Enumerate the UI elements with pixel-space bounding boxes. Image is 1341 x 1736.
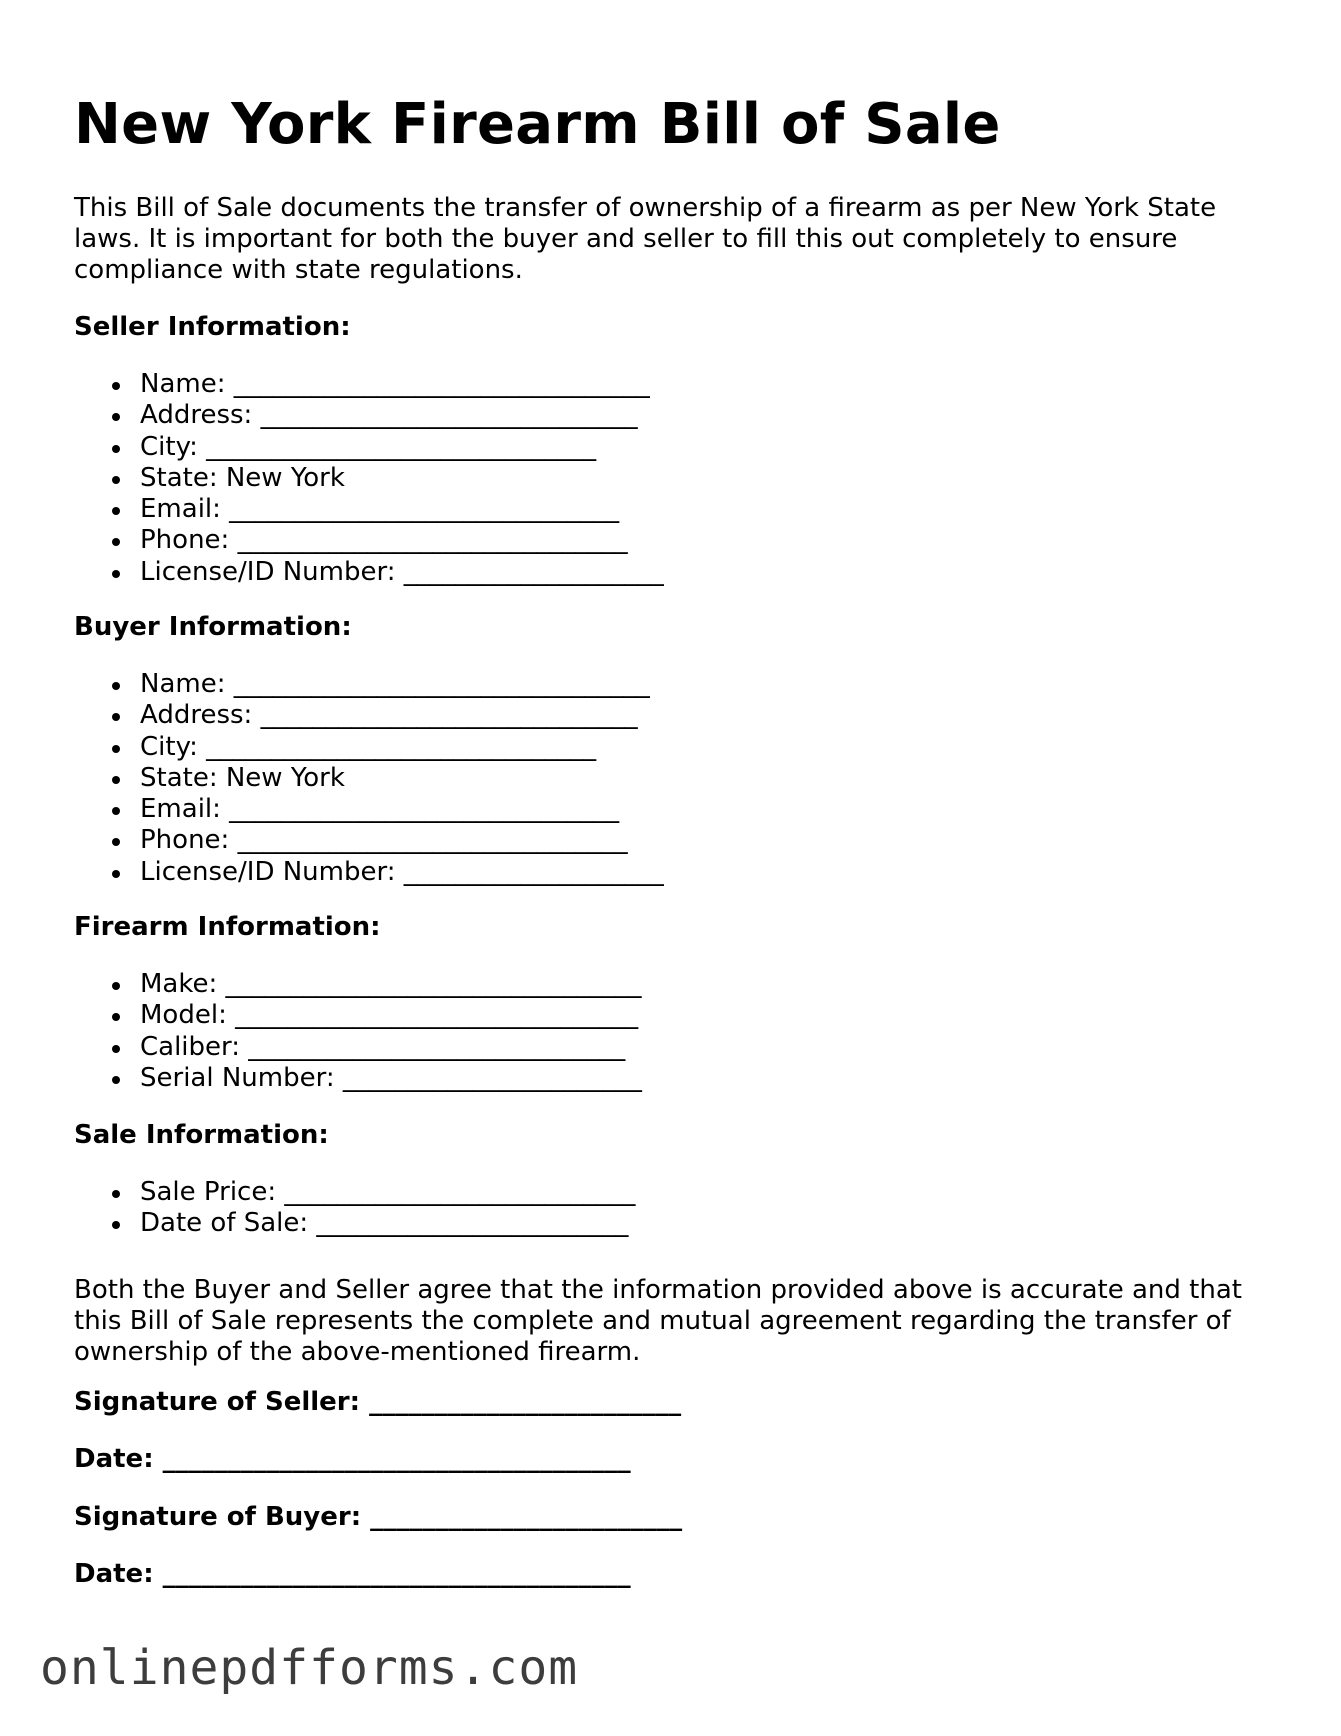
firearm-model-field[interactable]: Model: _______________________________: [74, 1000, 642, 1031]
seller-license-field[interactable]: License/ID Number: ____________________: [74, 557, 664, 588]
firearm-caliber-field[interactable]: Caliber: _____________________________: [74, 1032, 642, 1063]
buyer-heading: Buyer Information:: [74, 612, 352, 642]
buyer-name-field[interactable]: Name: ________________________________: [74, 669, 664, 700]
buyer-license-field[interactable]: License/ID Number: ____________________: [74, 857, 664, 888]
seller-phone-field[interactable]: Phone: ______________________________: [74, 525, 664, 556]
buyer-signature-line[interactable]: Signature of Buyer: ________________________: [74, 1502, 683, 1532]
seller-date-line[interactable]: Date: ____________________________________: [74, 1444, 631, 1474]
sale-price-field[interactable]: Sale Price: ___________________________: [74, 1177, 635, 1208]
seller-state-field: State: New York: [74, 463, 664, 494]
buyer-city-field[interactable]: City: ______________________________: [74, 732, 664, 763]
buyer-state-field: State: New York: [74, 763, 664, 794]
firearm-make-field[interactable]: Make: ________________________________: [74, 969, 642, 1000]
firearm-heading: Firearm Information:: [74, 912, 381, 942]
firearm-serial-field[interactable]: Serial Number: _______________________: [74, 1063, 642, 1094]
buyer-fields: [74, 669, 664, 888]
agreement-paragraph: Both the Buyer and Seller agree that the information provided above is accurate and that this Bill of Sale represents the complete and mutual agreement regarding the transfer of ownership of the above-mentioned firearm.: [74, 1275, 1242, 1367]
buyer-address-field[interactable]: Address: _____________________________: [74, 700, 664, 731]
intro-paragraph: This Bill of Sale documents the transfer of ownership of a firearm as per New York State laws. It is important for both the buyer and seller to fill this out completely to ensure compliance with state regulations.: [74, 193, 1217, 285]
seller-fields: [74, 369, 664, 588]
buyer-date-line[interactable]: Date: ____________________________________: [74, 1559, 631, 1589]
page-title: New York Firearm Bill of Sale: [74, 92, 1001, 157]
watermark: onlinepdfforms.com: [40, 1640, 579, 1696]
sale-heading: Sale Information:: [74, 1120, 329, 1150]
buyer-email-field[interactable]: Email: ______________________________: [74, 794, 664, 825]
seller-name-field[interactable]: Name: ________________________________: [74, 369, 664, 400]
buyer-phone-field[interactable]: Phone: ______________________________: [74, 825, 664, 856]
seller-address-field[interactable]: Address: _____________________________: [74, 400, 664, 431]
seller-heading: Seller Information:: [74, 312, 351, 342]
seller-signature-line[interactable]: Signature of Seller: ________________________: [74, 1387, 682, 1417]
sale-date-field[interactable]: Date of Sale: ________________________: [74, 1208, 635, 1239]
seller-email-field[interactable]: Email: ______________________________: [74, 494, 664, 525]
sale-fields: [74, 1177, 635, 1240]
seller-city-field[interactable]: City: ______________________________: [74, 432, 664, 463]
firearm-fields: [74, 969, 642, 1094]
